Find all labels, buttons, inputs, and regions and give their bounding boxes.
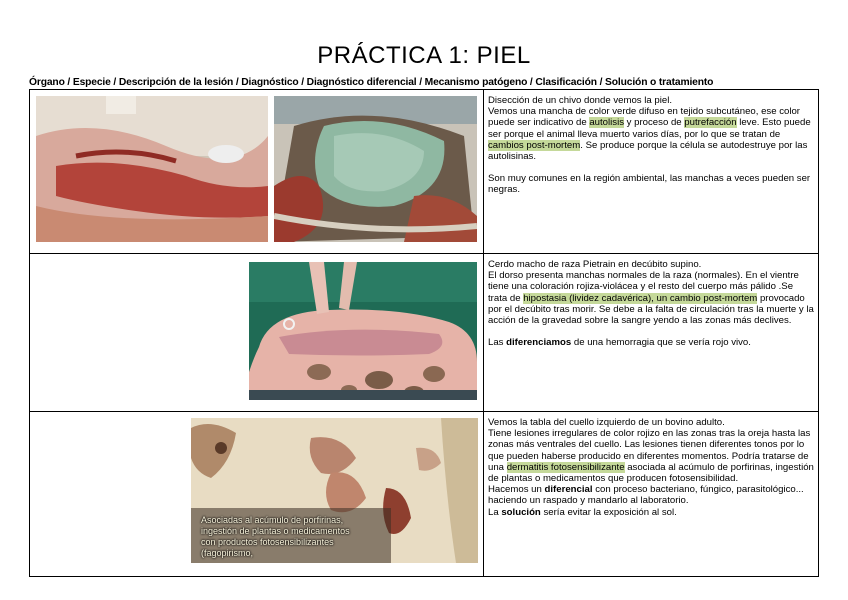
highlight: hipostasia (lividez cadavérica), un cambio post-mortem <box>523 292 758 304</box>
lesion-table <box>29 89 819 577</box>
column-header-line: Órgano / Especie / Descripción de la lesión / Diagnóstico / Diagnóstico diferencial / Mecanismo patógeno / Clasificación / Solución o tratamiento <box>29 77 714 88</box>
bovine-neck-photo <box>191 418 478 563</box>
bold-text: diferenciamos <box>506 337 572 349</box>
image-cell <box>30 412 484 577</box>
highlight: autolisis <box>589 117 625 129</box>
text-run: Hacemos un <box>488 484 545 496</box>
paragraph <box>488 259 814 326</box>
table-row <box>30 254 819 412</box>
text-run: Cerdo macho de raza Pietrain en decúbito supino. <box>488 259 702 270</box>
highlight: dermatitis fotosensibilizante <box>506 461 625 473</box>
bold-text: solución <box>501 506 541 518</box>
table-row <box>30 90 819 254</box>
text-run: asociada al acúmulo de porfirinas, ingestión de plantas o medicamentos que producen fotosensibilidad. <box>488 461 814 485</box>
text-run: Tiene lesiones irregulares de color rojizo en las zonas tras la oreja hasta las zonas más ventrales del cuello. Las lesiones tienen diferentes tonos por lo que pueden haberse producido en diferentes momentos. Podría tratarse de una <box>488 428 811 473</box>
text-run: leve. Esto puede ser porque el animal lleva muerto varios días, por lo que se tratan de <box>488 117 811 140</box>
highlight: putrefacción <box>684 117 737 129</box>
paragraph <box>488 417 814 518</box>
text-run: . Se produce porque la célula se autodestruye por las autolisinas. <box>488 139 808 163</box>
text-run: y proceso de <box>624 117 685 129</box>
paragraph <box>488 95 814 162</box>
pig-photo <box>249 262 477 400</box>
description-cell <box>484 90 819 254</box>
description-cell <box>484 254 819 412</box>
goat-skin-photo-2 <box>274 96 477 242</box>
highlight: cambios post-mortem <box>488 139 581 151</box>
table-row <box>30 412 819 577</box>
image-cell <box>30 90 484 254</box>
page-title: PRÁCTICA 1: PIEL <box>317 42 531 69</box>
text-run: provocado por el decúbito tras morir. Se debe a la falta de circulación tras la muerte y la acción de la gravedad sobre la sangre yendo a las zonas más declives. <box>488 292 814 327</box>
text-run: de una hemorragia que se vería rojo vivo. <box>571 337 751 349</box>
goat-skin-photo-1 <box>36 96 268 242</box>
text-run: Vemos la tabla del cuello izquierdo de un bovino adulto. <box>488 417 725 428</box>
image-cell <box>30 254 484 412</box>
text-run: Las <box>488 337 507 349</box>
paragraph: Son muy comunes en la región ambiental, las manchas a veces pueden ser negras. <box>488 173 811 196</box>
image-caption: Asociadas al acúmulo de porfirinas, ingestión de plantas o medicamentos con productos fotosensibilizantes (fagopirismo, <box>201 515 350 558</box>
text-run: Vemos una mancha de color verde difuso en tejido subcutáneo, ese color puede ser indicativo de <box>488 106 800 129</box>
paragraph <box>488 337 814 348</box>
text-run: El dorso presenta manchas normales de la raza (normales). En el vientre tiene una coloración rojiza-violácea y el resto del cuerpo más pálido .Se trata de <box>488 270 799 304</box>
text-run: La <box>488 506 502 518</box>
text-run: Disección de un chivo donde vemos la piel. <box>488 95 672 106</box>
text-run: con proceso bacteriano, fúngico, parasitológico... haciendo un raspado y mandarlo al laboratorio. <box>488 484 804 507</box>
text-run: sería evitar la exposición al sol. <box>540 506 677 518</box>
bold-text: diferencial <box>544 484 593 496</box>
description-cell <box>484 412 819 577</box>
